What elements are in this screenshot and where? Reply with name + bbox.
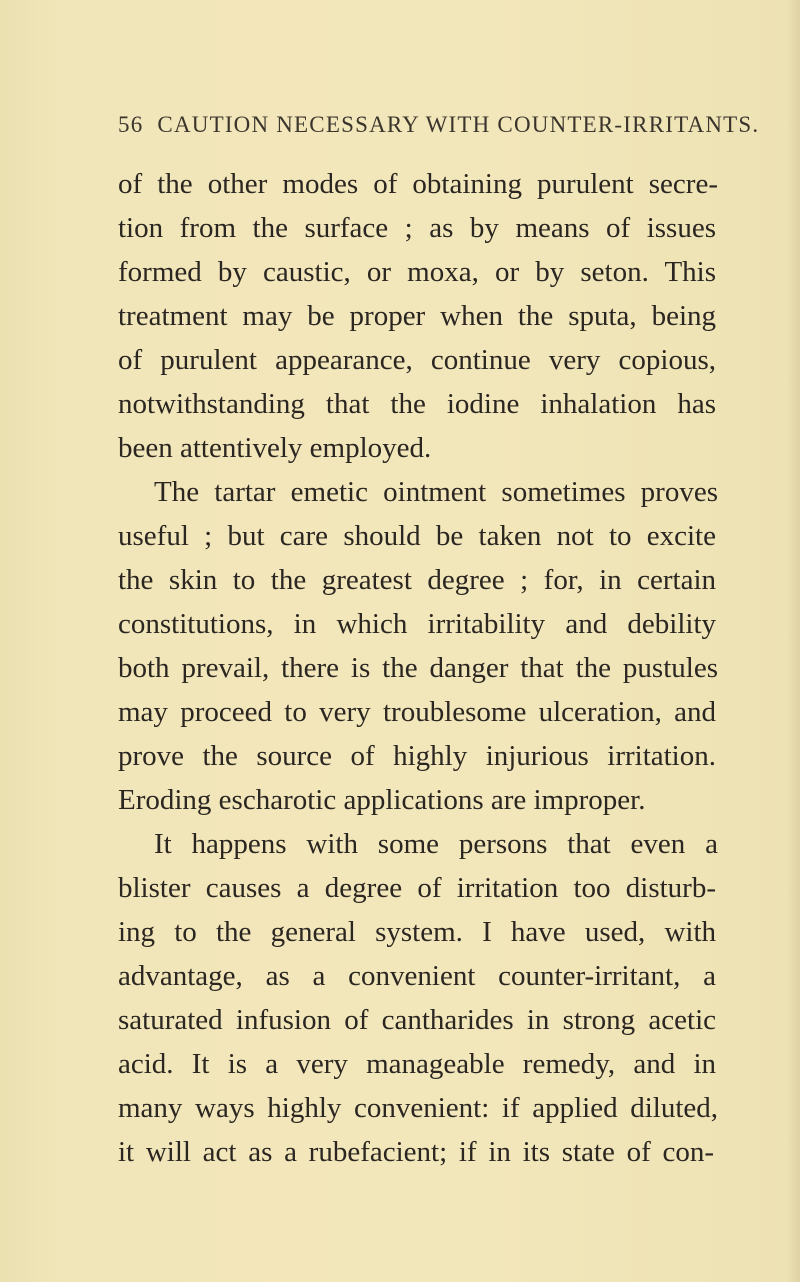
- text-line: the skin to the greatest degree ; for, in certain: [118, 564, 716, 596]
- running-head-title: CAUTION NECESSARY WITH COUNTER-IRRITANTS.: [157, 112, 760, 137]
- text-line: may proceed to very troublesome ulceration, and: [118, 696, 716, 728]
- text-line: prove the source of highly injurious irritation.: [118, 740, 716, 772]
- text-line: useful ; but care should be taken not to excite: [118, 520, 716, 552]
- text-line: of purulent appearance, continue very copious,: [118, 344, 716, 376]
- text-line: Eroding escharotic applications are improper.: [118, 784, 646, 816]
- text-line: blister causes a degree of irritation too disturb-: [118, 872, 716, 904]
- text-line: of the other modes of obtaining purulent secre-: [118, 168, 718, 200]
- running-head: [118, 112, 758, 142]
- text-line: both prevail, there is the danger that the pustules: [118, 652, 718, 684]
- text-line: saturated infusion of cantharides in strong acetic: [118, 1004, 716, 1036]
- text-line: it will act as a rubefacient; if in its state of con-: [118, 1136, 714, 1168]
- text-line: It happens with some persons that even a: [154, 828, 718, 860]
- text-line: advantage, as a convenient counter-irritant, a: [118, 960, 716, 992]
- text-line: many ways highly convenient: if applied diluted,: [118, 1092, 718, 1124]
- text-line: treatment may be proper when the sputa, being: [118, 300, 716, 332]
- text-line: notwithstanding that the iodine inhalation has: [118, 388, 716, 420]
- page-number: 56: [118, 112, 144, 137]
- text-line: The tartar emetic ointment sometimes proves: [154, 476, 718, 508]
- text-line: been attentively employed.: [118, 432, 432, 464]
- text-line: acid. It is a very manageable remedy, and in: [118, 1048, 716, 1080]
- text-line: constitutions, in which irritability and debility: [118, 608, 716, 640]
- page-edge-shadow: [786, 0, 800, 1282]
- text-line: formed by caustic, or moxa, or by seton. This: [118, 256, 716, 288]
- text-line: ing to the general system. I have used, with: [118, 916, 716, 948]
- text-line: tion from the surface ; as by means of issues: [118, 212, 716, 244]
